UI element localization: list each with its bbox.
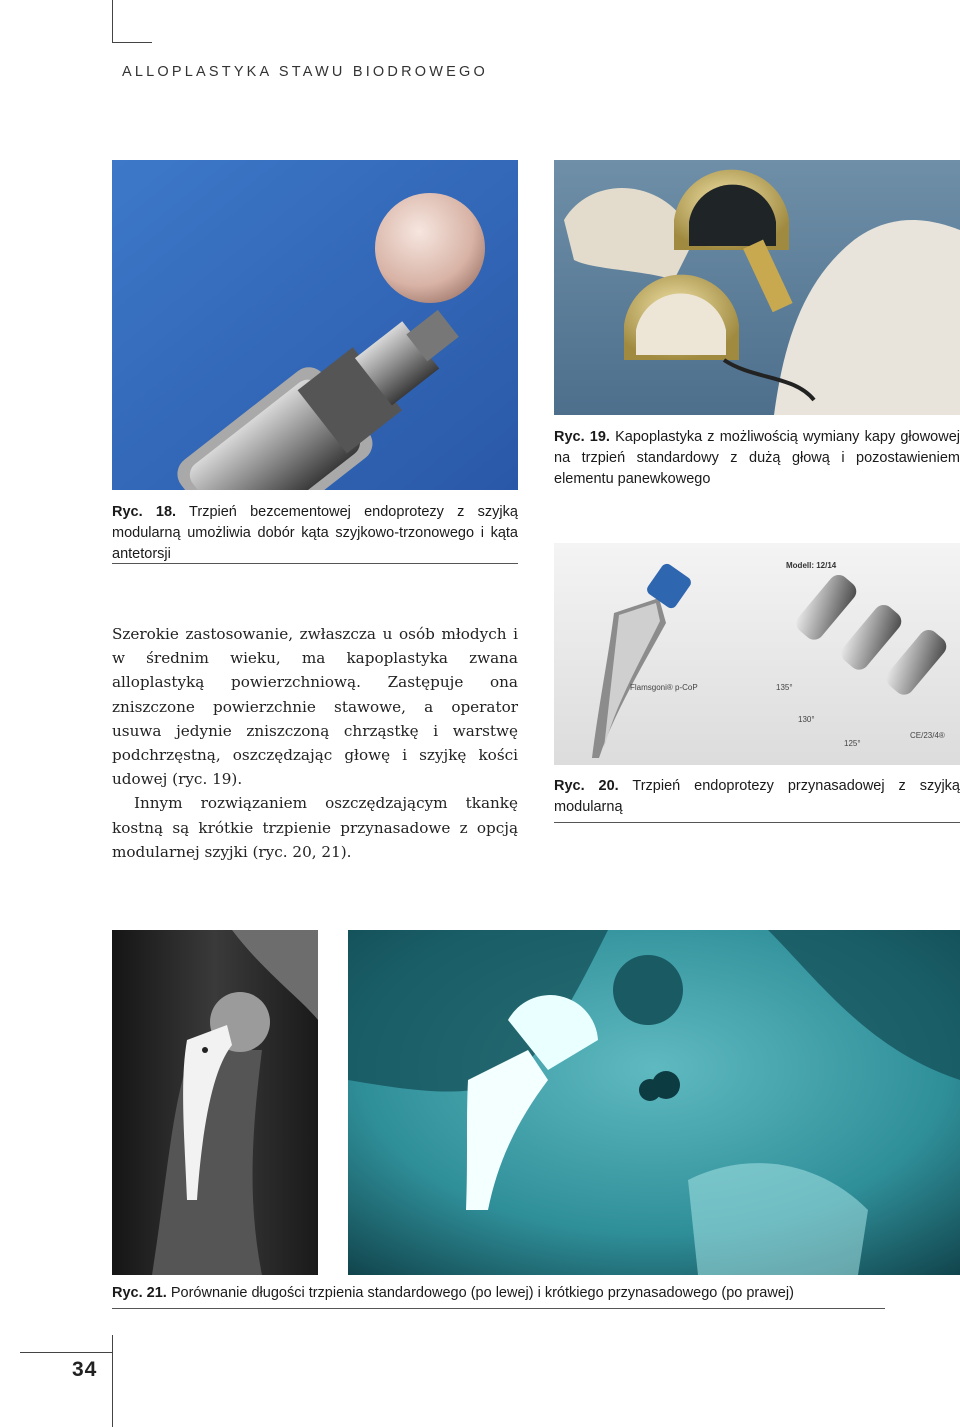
figure-18-image <box>112 160 518 490</box>
figure-20-image-label-ce: CE/23/4® <box>910 731 945 740</box>
figure-18-rule <box>112 563 518 564</box>
running-header: ALLOPLASTYKA STAWU BIODROWEGO <box>122 64 488 80</box>
crop-mark-bottom <box>112 1335 113 1427</box>
figure-20-image-label-stem: Flamsgoni® p-CoP <box>630 683 698 692</box>
figure-20-image-label-125: 125° <box>844 739 861 748</box>
figure-20-image-label-135: 135° <box>776 683 793 692</box>
figure-21-caption <box>112 1283 960 1304</box>
figure-19-image <box>554 160 960 415</box>
figure-20-caption <box>554 776 960 818</box>
figure-18-caption <box>112 502 518 565</box>
body-paragraph-2: Innym rozwiązaniem oszczędzającym tkankę kostną są krótkie trzpienie przynasadowe z opcją modularnej szyjki (ryc. 20, 21). <box>112 794 518 861</box>
figure-20-image-label-130: 130° <box>798 715 815 724</box>
figure-20-rule <box>554 822 960 823</box>
crop-mark-top-h <box>112 42 152 43</box>
figure-18-label: Ryc. 18. <box>112 504 177 520</box>
crop-mark-top <box>112 0 113 42</box>
figure-19-label: Ryc. 19. <box>554 429 610 445</box>
figure-19-caption <box>554 427 960 490</box>
figure-18-text: Trzpień bezcementowej endoprotezy z szyjką modularną umożliwia dobór kąta szyjkowo-trzonowego i kąta antetorsji <box>112 504 518 562</box>
figure-21-text: Porównanie długości trzpienia standardowego (po lewej) i krótkiego przynasadowego (po prawej) <box>170 1285 794 1301</box>
crop-mark-bottom-h <box>20 1352 112 1353</box>
figure-21-label: Ryc. 21. <box>112 1285 167 1301</box>
figure-21-rule <box>112 1308 885 1309</box>
figure-20-text: Trzpień endoprotezy przynasadowej z szyjką modularną <box>554 778 960 815</box>
figure-19-text: Kapoplastyka z możliwością wymiany kapy głowowej na trzpień standardowy z dużą głową i pozostawieniem elementu panewkowego <box>554 429 960 487</box>
body-paragraph-1: Szerokie zastosowanie, zwłaszcza u osób młodych i w średnim wieku, ma kapoplastyka zwana alloplastyką powierzchniową. Zastępuje ona zniszczone powierzchnie stawowe, a operator usuwa jedynie zniszczoną chrząstkę i warstwę podchrzęstną, oszczędzając głowę i szyjkę kości udowej (ryc. 19). <box>112 625 518 789</box>
body-text <box>112 622 518 864</box>
figure-20-image <box>554 543 960 765</box>
page-number: 34 <box>72 1358 98 1381</box>
figure-20-label: Ryc. 20. <box>554 778 619 794</box>
figure-20-image-label-model: Modell: 12/14 <box>786 561 837 570</box>
figure-21-left-xray <box>112 930 318 1275</box>
figure-21-right-xray <box>348 930 960 1275</box>
